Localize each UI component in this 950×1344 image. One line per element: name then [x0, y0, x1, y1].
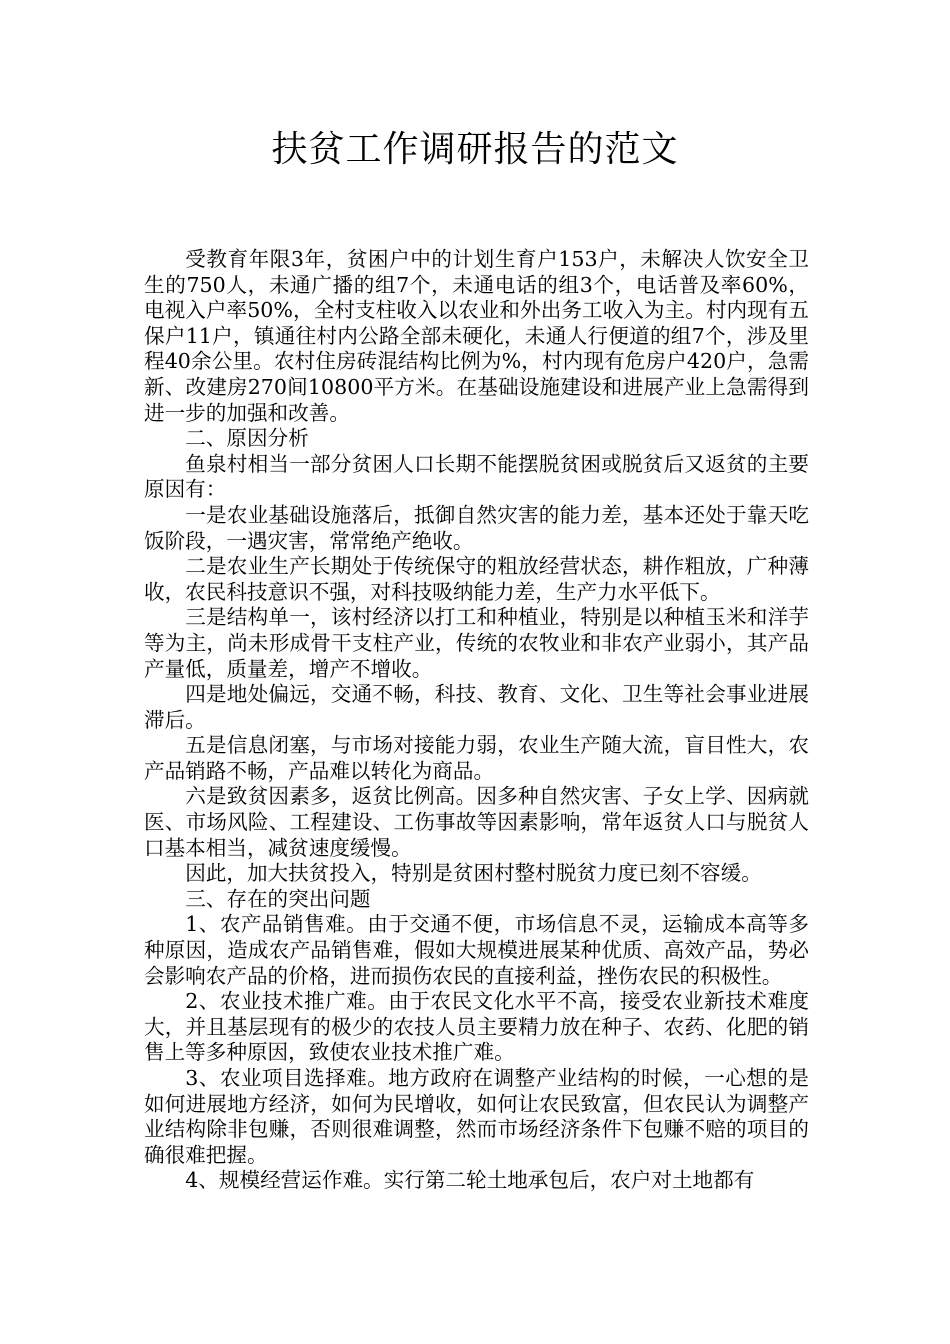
document-body [144, 247, 809, 1194]
paragraph-main-causes-intro: 鱼泉村相当一部分贫困人口长期不能摆脱贫困或脱贫后又返贫的主要原因有： [144, 451, 809, 502]
page-title: 扶贫工作调研报告的范文 [271, 129, 679, 170]
paragraph-cause-1: 一是农业基础设施落后，抵御自然灾害的能力差，基本还处于靠天吃饭阶段，一遇灾害，常常绝产绝收。 [144, 502, 809, 553]
paragraph-problem-1: 1、农产品销售难。由于交通不便，市场信息不灵，运输成本高等多种原因，造成农产品销售难，假如大规模进展某种优质、高效产品，势必会影响农产品的价格，进而损伤农民的直接利益，挫伤农民的积极性。 [144, 912, 809, 988]
paragraph-cause-5: 五是信息闭塞，与市场对接能力弱，农业生产随大流，盲目性大，农产品销路不畅，产品难以转化为商品。 [144, 733, 809, 783]
paragraph-cause-6: 六是致贫因素多，返贫比例高。因多种自然灾害、子女上学、因病就医、市场风险、工程建设、工伤事故等因素影响，常年返贫人口与脱贫人口基本相当，减贫速度缓慢。 [144, 784, 809, 860]
paragraph-problem-4: 4、规模经营运作难。实行第二轮土地承包后，农户对土地都有 [185, 1168, 755, 1193]
paragraph-problem-2: 2、农业技术推广难。由于农民文化水平不高，接受农业新技术难度大，并且基层现有的极少的农技人员主要精力放在种子、农药、化肥的销售上等多种原因，致使农业技术推广难。 [144, 989, 809, 1065]
section-heading-problems: 三、存在的突出问题 [185, 886, 371, 911]
paragraph-basic-conditions: 受教育年限3年，贫困户中的计划生育户153户，未解决人饮安全卫生的750人，未通广播的组7个，未通电话的组3个，电话普及率60%，电视入户率50%，全村支柱收入以农业和外出务工收入为主。村内现有五保户11户，镇通往村内公路全部未硬化，未通人行便道的组7个，涉及里程40余公里。农村住房砖混结构比例为%，村内现有危房户420户，急需新、改建房270间10800平方米。在基础设施建设和进展产业上急需得到进一步的加强和改善。 [144, 247, 809, 425]
paragraph-cause-2: 二是农业生产长期处于传统保守的粗放经营状态，耕作粗放，广种薄收，农民科技意识不强，对科技吸纳能力差，生产力水平低下。 [144, 554, 809, 604]
section-heading-cause-analysis: 二、原因分析 [185, 426, 309, 451]
paragraph-problem-3: 3、农业项目选择难。地方政府在调整产业结构的时候，一心想的是如何进展地方经济，如何为民增收，如何让农民致富，但农民认为调整产业结构除非包赚，否则很难调整，然而市场经济条件下包赚不赔的项目的确很难把握。 [144, 1066, 809, 1167]
paragraph-cause-3: 三是结构单一，该村经济以打工和种植业，特别是以种植玉米和洋芋等为主，尚未形成骨干支柱产业，传统的农牧业和非农产业弱小，其产品产量低，质量差，增产不增收。 [144, 605, 809, 681]
paragraph-conclusion: 因此，加大扶贫投入，特别是贫困村整村脱贫力度已刻不容缓。 [185, 861, 762, 886]
paragraph-cause-4: 四是地处偏远，交通不畅，科技、教育、文化、卫生等社会事业进展滞后。 [144, 682, 809, 732]
